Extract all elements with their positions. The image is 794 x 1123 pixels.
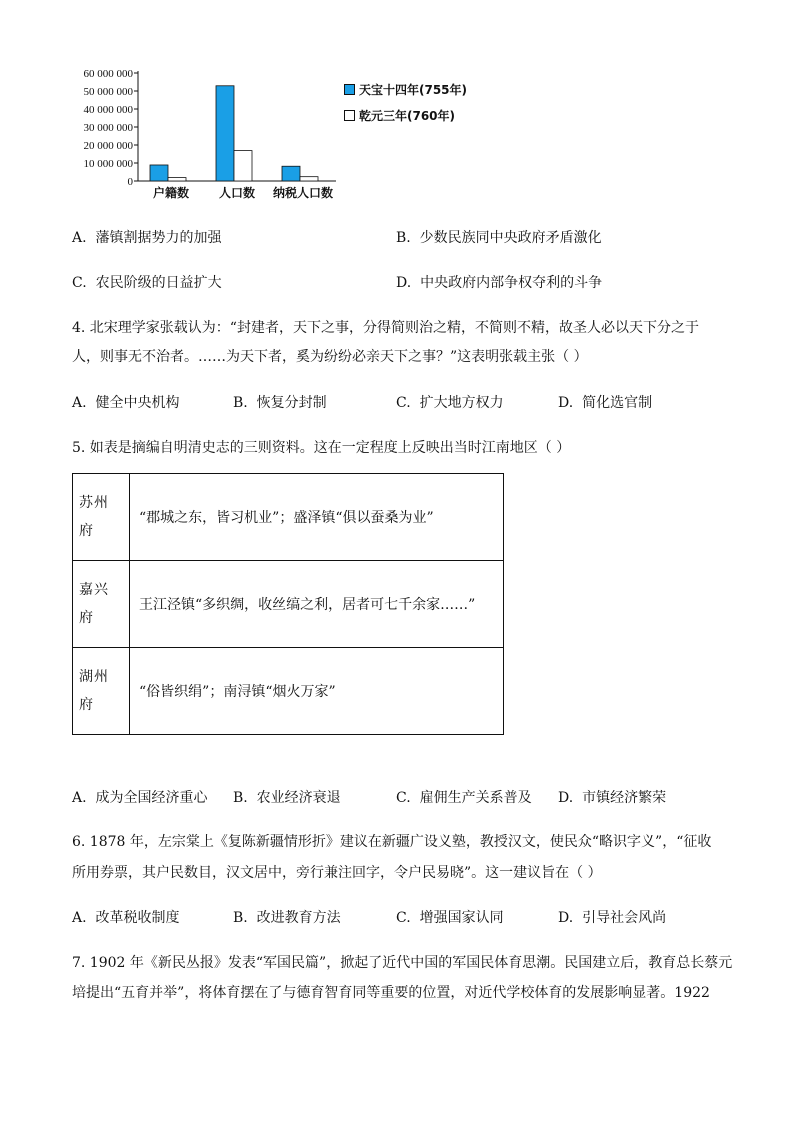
bar-0-1 bbox=[168, 178, 186, 181]
option-label: C. bbox=[72, 275, 87, 291]
q3-option-d[interactable] bbox=[396, 272, 602, 292]
option-label: C. bbox=[396, 790, 411, 806]
option-text: 简化选官制 bbox=[582, 395, 653, 411]
x-category-label: 纳税人口数 bbox=[272, 186, 334, 200]
q4-stem-line-1: 4. 北宋理学家张载认为：“封建者，天下之事，分得简则治之精，不简则不精，故圣人必以天下分之于 bbox=[72, 320, 699, 336]
option-text: 农民阶级的日益扩大 bbox=[95, 275, 222, 291]
option-text: 少数民族同中央政府矛盾激化 bbox=[419, 230, 602, 246]
option-text: 中央政府内部争权夺利的斗争 bbox=[420, 275, 603, 291]
q7-stem-line-1: 7. 1902 年《新民丛报》发表“军国民篇”，掀起了近代中国的军国民体育思潮。民国建立后，教育总长蔡元 bbox=[72, 955, 733, 971]
source-text-cell: “俗皆织绢”；南浔镇“烟火万家” bbox=[130, 648, 504, 735]
chart-plot bbox=[60, 58, 350, 208]
option-label: A. bbox=[72, 790, 87, 806]
option-text: 雇佣生产关系普及 bbox=[419, 790, 532, 806]
x-category-label: 人口数 bbox=[218, 186, 256, 200]
source-text-cell: “郡城之东，皆习机业”；盛泽镇“俱以蚕桑为业” bbox=[130, 474, 504, 561]
table-row bbox=[73, 648, 504, 735]
legend-label-755: 天宝十四年(755年) bbox=[359, 82, 468, 97]
bar-2-0 bbox=[282, 166, 300, 181]
q5-option-d[interactable] bbox=[558, 787, 666, 807]
q4-option-c[interactable] bbox=[396, 392, 504, 412]
option-text: 健全中央机构 bbox=[95, 395, 180, 411]
option-text: 增强国家认同 bbox=[419, 910, 504, 926]
chart-legend bbox=[344, 78, 467, 130]
y-tick-label: 10 000 000 bbox=[83, 158, 133, 170]
y-tick-label: 50 000 000 bbox=[83, 86, 133, 98]
place-name-part: 嘉兴 bbox=[79, 582, 109, 598]
place-cell bbox=[73, 648, 130, 735]
table-row bbox=[73, 561, 504, 648]
option-text: 改进教育方法 bbox=[256, 910, 341, 926]
legend-swatch-blue bbox=[344, 84, 355, 95]
y-tick-label: 30 000 000 bbox=[83, 122, 133, 134]
q6-stem-line-2: 所用券票，其户民数目，汉文居中，旁行兼注回字，令户民易晓”。这一建议旨在（ ） bbox=[72, 865, 602, 881]
x-category-label: 户籍数 bbox=[152, 186, 190, 200]
q4-stem-line-2: 人，则事无不治者。……为天下者，奚为纷纷必亲天下之事？”这表明张载主张（ ） bbox=[72, 349, 588, 365]
bar-1-1 bbox=[234, 151, 252, 181]
option-label: A. bbox=[72, 910, 87, 926]
place-name-part: 府 bbox=[79, 523, 94, 539]
q5-source-table bbox=[72, 473, 504, 735]
option-text: 藩镇割据势力的加强 bbox=[95, 230, 222, 246]
table-row bbox=[73, 474, 504, 561]
option-label: B. bbox=[233, 790, 248, 806]
option-label: A. bbox=[72, 230, 87, 246]
option-text: 恢复分封制 bbox=[256, 395, 327, 411]
q6-option-a[interactable] bbox=[72, 907, 179, 927]
option-label: A. bbox=[72, 395, 87, 411]
option-text: 引导社会风尚 bbox=[582, 910, 667, 926]
option-text: 市镇经济繁荣 bbox=[582, 790, 667, 806]
option-label: D. bbox=[558, 910, 574, 926]
place-name-part: 湖州 bbox=[79, 669, 109, 685]
y-tick-label: 60 000 000 bbox=[83, 68, 133, 80]
q3-option-b[interactable] bbox=[396, 227, 602, 247]
place-name-part: 苏州 bbox=[79, 495, 109, 511]
q4-option-a[interactable] bbox=[72, 392, 179, 412]
option-text: 农业经济衰退 bbox=[256, 790, 341, 806]
option-label: D. bbox=[558, 395, 574, 411]
option-label: B. bbox=[396, 230, 411, 246]
option-label: C. bbox=[396, 395, 411, 411]
option-label: D. bbox=[396, 275, 412, 291]
legend-label-760: 乾元三年(760年) bbox=[359, 108, 456, 123]
option-text: 成为全国经济重心 bbox=[95, 790, 208, 806]
q3-option-a[interactable] bbox=[72, 227, 221, 247]
q5-stem-line-1: 5. 如表是摘编自明清史志的三则资料。这在一定程度上反映出当时江南地区（ ） bbox=[72, 440, 571, 456]
option-label: C. bbox=[396, 910, 411, 926]
q5-option-b[interactable] bbox=[233, 787, 341, 807]
option-label: B. bbox=[233, 395, 248, 411]
q6-option-d[interactable] bbox=[558, 907, 666, 927]
place-cell bbox=[73, 561, 130, 648]
y-tick-label: 40 000 000 bbox=[83, 104, 133, 116]
y-tick-label: 0 bbox=[127, 176, 133, 188]
place-name-part: 府 bbox=[79, 610, 94, 626]
bar-2-1 bbox=[300, 177, 318, 181]
q6-option-c[interactable] bbox=[396, 907, 504, 927]
bar-1-0 bbox=[216, 86, 234, 181]
q5-option-a[interactable] bbox=[72, 787, 207, 807]
option-label: D. bbox=[558, 790, 574, 806]
q6-option-b[interactable] bbox=[233, 907, 341, 927]
option-label: B. bbox=[233, 910, 248, 926]
source-text-cell: 王江泾镇“多织绸，收丝缟之利，居者可七千余家……” bbox=[130, 561, 504, 648]
q7-stem-line-2: 培提出“五育并举”，将体育摆在了与德育智育同等重要的位置，对近代学校体育的发展影响显著。1922 bbox=[72, 985, 710, 1001]
q4-option-d[interactable] bbox=[558, 392, 652, 412]
place-cell bbox=[73, 474, 130, 561]
legend-item-760 bbox=[344, 104, 467, 126]
q5-option-c[interactable] bbox=[396, 787, 532, 807]
q6-stem-line-1: 6. 1878 年，左宗棠上《复陈新疆情形折》建议在新疆广设义塾，教授汉文，使民众“略识字义”，“征收 bbox=[72, 834, 712, 850]
legend-swatch-white bbox=[344, 110, 355, 121]
option-text: 改革税收制度 bbox=[95, 910, 180, 926]
option-text: 扩大地方权力 bbox=[419, 395, 504, 411]
y-tick-label: 20 000 000 bbox=[83, 140, 133, 152]
legend-item-755 bbox=[344, 78, 467, 100]
q4-option-b[interactable] bbox=[233, 392, 327, 412]
bar-0-0 bbox=[150, 165, 168, 181]
q3-option-c[interactable] bbox=[72, 272, 222, 292]
place-name-part: 府 bbox=[79, 697, 94, 713]
